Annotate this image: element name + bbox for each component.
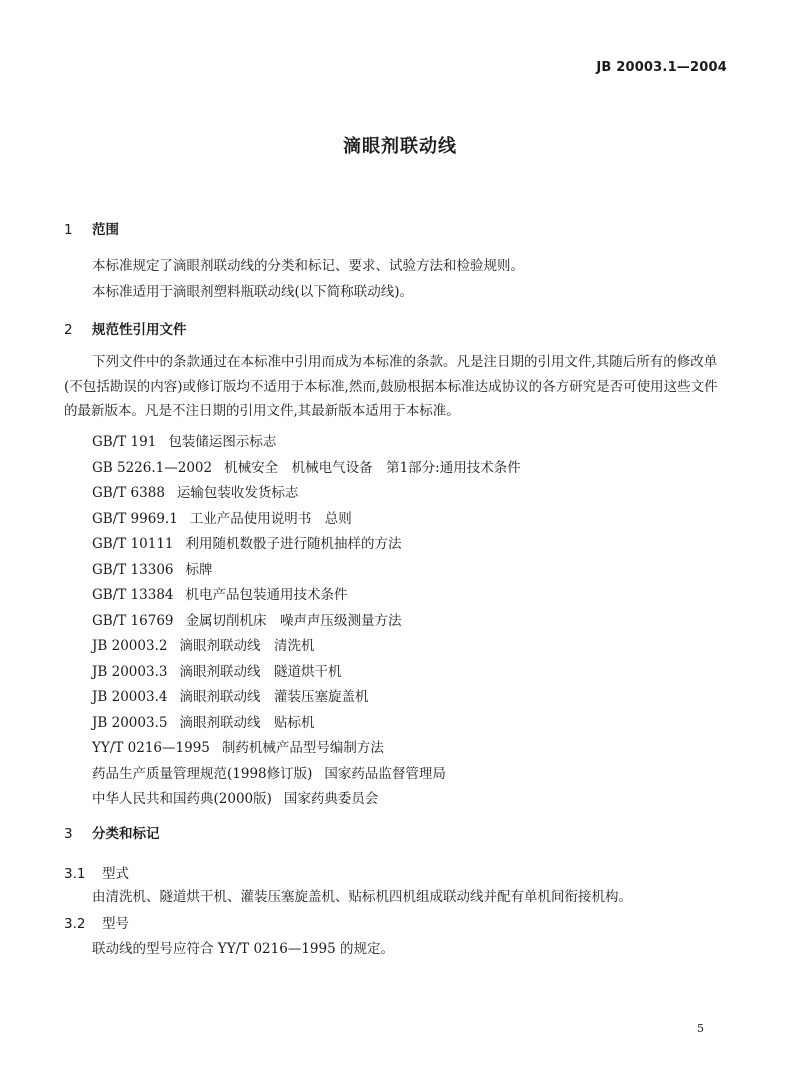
section-3-heading [64, 822, 160, 842]
reference-code: 药品生产质量管理规范(1998修订版) [92, 765, 313, 782]
page-number: 5 [697, 1022, 704, 1035]
reference-title: 机电产品包装通用技术条件 [185, 587, 348, 603]
reference-title: 制药机械产品型号编制方法 [221, 740, 384, 756]
reference-item [92, 787, 732, 813]
standard-code: JB 20003.1—2004 [596, 60, 727, 75]
reference-item [92, 711, 732, 737]
reference-code: GB/T 16769 [92, 612, 174, 629]
subsection-3-1-text: 由清洗机、隧道烘干机、灌装压塞旋盖机、贴标机四机组成联动线并配有单机间衔接机构。 [92, 889, 632, 905]
reference-item [92, 532, 732, 558]
section-2-title: 规范性引用文件 [92, 322, 187, 338]
reference-code: JB 20003.2 [92, 638, 168, 654]
reference-item [92, 583, 732, 609]
reference-code: GB/T 191 [92, 434, 157, 450]
reference-item [92, 634, 732, 660]
section-1-paragraph-2: 本标准适用于滴眼剂塑料瓶联动线(以下简称联动线)。 [92, 284, 414, 300]
reference-title: 金属切削机床 噪声声压级测量方法 [185, 612, 402, 629]
reference-code: GB/T 13384 [92, 587, 174, 603]
section-2-number: 2 [64, 322, 73, 338]
reference-title: 滴眼剂联动线 灌装压塞旋盖机 [179, 689, 369, 705]
reference-item [92, 736, 732, 762]
reference-item [92, 481, 732, 507]
reference-code: YY/T 0216—1995 [92, 740, 210, 756]
document-title: 滴眼剂联动线 [343, 136, 457, 157]
reference-title: 国家药品监督管理局 [324, 765, 446, 782]
reference-item [92, 609, 732, 635]
reference-item [92, 456, 732, 482]
subsection-3-1-number: 3.1 [64, 866, 86, 882]
subsection-3-2-title: 型号 [102, 916, 129, 932]
reference-title: 运输包装收发货标志 [176, 485, 299, 501]
subsection-3-2-text: 联动线的型号应符合 YY/T 0216—1995 的规定。 [92, 941, 394, 957]
reference-item [92, 660, 732, 686]
reference-title: 滴眼剂联动线 清洗机 [179, 638, 315, 654]
reference-title: 机械安全 机械电气设备 第1部分:通用技术条件 [224, 459, 521, 476]
reference-code: GB/T 13306 [92, 561, 174, 578]
reference-title: 滴眼剂联动线 隧道烘干机 [179, 663, 342, 680]
subsection-3-1-heading [64, 862, 129, 882]
reference-code: GB/T 10111 [92, 536, 174, 552]
reference-code: JB 20003.3 [92, 663, 168, 680]
reference-code: JB 20003.5 [92, 714, 168, 731]
reference-code: GB/T 9969.1 [92, 510, 178, 527]
reference-item [92, 685, 732, 711]
reference-title: 工业产品使用说明书 总则 [189, 510, 352, 527]
reference-code: JB 20003.4 [92, 689, 168, 705]
reference-code: 中华人民共和国药典(2000版) [92, 791, 272, 807]
section-1-heading [64, 218, 119, 238]
reference-code: GB 5226.1—2002 [92, 459, 213, 476]
reference-title: 包装储运图示标志 [168, 434, 277, 450]
section-1-paragraph-1: 本标准规定了滴眼剂联动线的分类和标记、要求、试验方法和检验规则。 [92, 258, 524, 274]
reference-title: 国家药典委员会 [283, 791, 379, 807]
subsection-3-1-title: 型式 [102, 866, 129, 882]
reference-item [92, 762, 732, 788]
section-1-number: 1 [64, 222, 73, 238]
reference-item [92, 430, 732, 456]
reference-item [92, 558, 732, 584]
subsection-3-2-heading [64, 912, 129, 932]
section-2-intro: 下列文件中的条款通过在本标准中引用而成为本标准的条款。凡是注日期的引用文件,其随后所有的修改单(不包括勘误的内容)或修订版均不适用于本标准,然而,鼓励根据本标准达成协议的各方研究是否可使用这些文件的最新版本。凡是不注日期的引用文件,其最新版本适用于本标准。 [64, 354, 718, 419]
reference-list [92, 430, 732, 813]
reference-title: 标牌 [185, 561, 213, 578]
subsection-3-2-number: 3.2 [64, 916, 86, 932]
reference-title: 滴眼剂联动线 贴标机 [179, 714, 315, 731]
section-3-number: 3 [64, 826, 73, 842]
reference-title: 利用随机数骰子进行随机抽样的方法 [185, 536, 402, 552]
section-1-title: 范围 [92, 222, 119, 238]
section-2-heading [64, 318, 187, 338]
reference-item [92, 507, 732, 533]
reference-code: GB/T 6388 [92, 485, 165, 501]
section-3-title: 分类和标记 [92, 826, 160, 842]
